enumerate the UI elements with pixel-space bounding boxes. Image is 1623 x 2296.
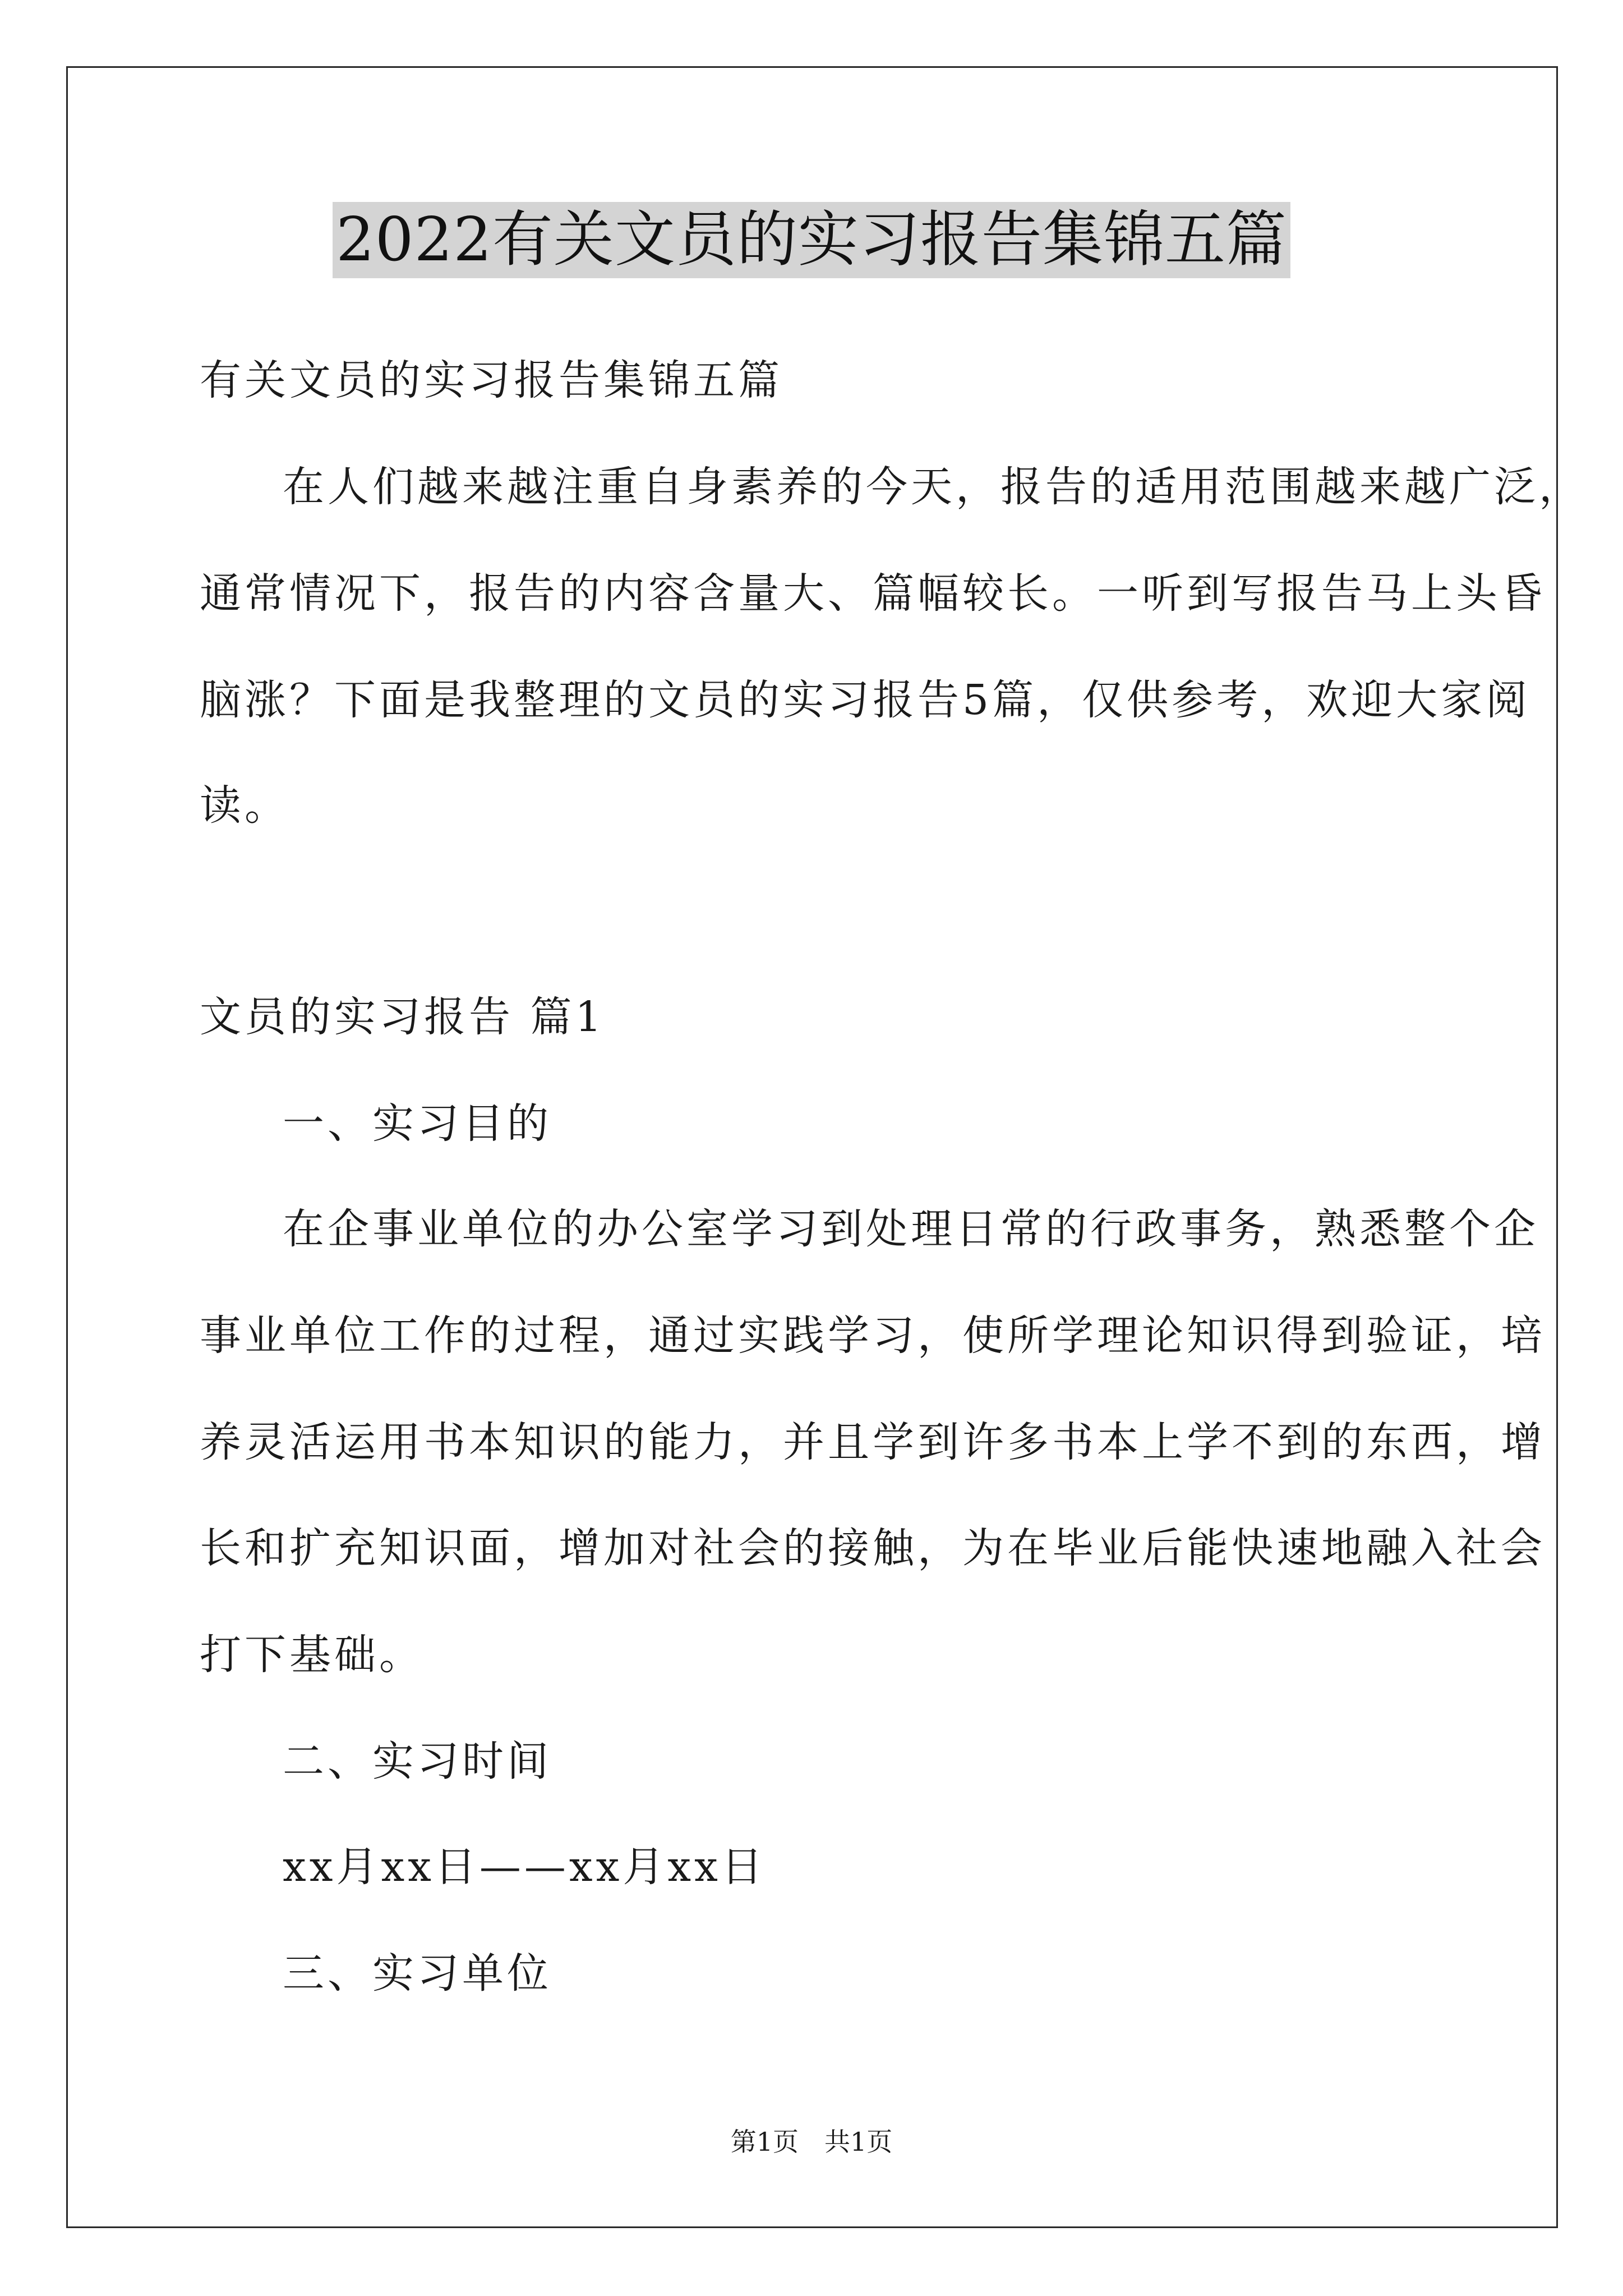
time-value: xx月xx日——xx月xx日 (283, 1843, 766, 1891)
title-container (0, 202, 1623, 278)
purpose-line: 事业单位工作的过程，通过实践学习，使所学理论知识得到验证，培 (200, 1312, 1546, 1360)
purpose-line: 长和扩充知识面，增加对社会的接触，为在毕业后能快速地融入社会 (200, 1524, 1546, 1572)
purpose-line: 打下基础。 (200, 1631, 424, 1679)
purpose-line: 在企事业单位的办公室学习到处理日常的行政事务，熟悉整个企 (283, 1205, 1539, 1253)
document-subtitle: 有关文员的实习报告集锦五篇 (200, 356, 783, 404)
intro-line: 通常情况下，报告的内容含量大、篇幅较长。一听到写报告马上头昏 (200, 569, 1546, 618)
heading-unit: 三、实习单位 (283, 1949, 552, 1998)
heading-purpose: 一、实习目的 (283, 1099, 552, 1148)
page-footer: 第1页 共1页 (730, 2127, 893, 2157)
intro-line: 脑涨？下面是我整理的文员的实习报告5篇，仅供参考，欢迎大家阅 (200, 676, 1531, 724)
section-heading: 文员的实习报告 篇1 (200, 993, 605, 1041)
intro-line: 在人们越来越注重自身素养的今天，报告的适用范围越来越广泛， (283, 463, 1584, 511)
document-title: 2022有关文员的实习报告集锦五篇 (333, 202, 1290, 278)
intro-line: 读。 (200, 781, 289, 830)
heading-time: 二、实习时间 (283, 1737, 552, 1786)
purpose-line: 养灵活运用书本知识的能力，并且学到许多书本上学不到的东西，增 (200, 1418, 1546, 1466)
